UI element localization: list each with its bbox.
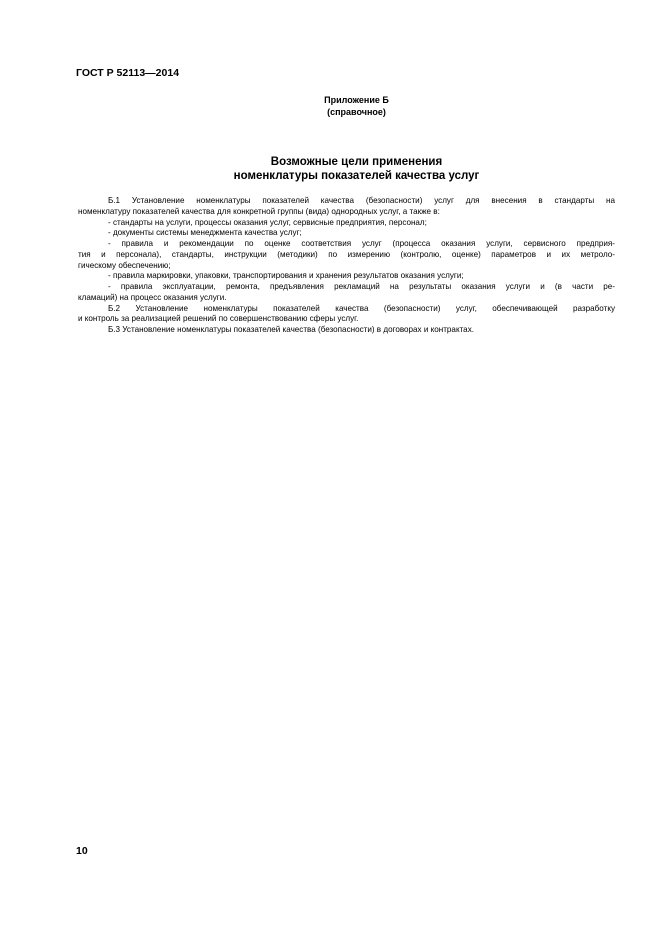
text-line: - документы системы менеджмента качества услуг; (108, 228, 302, 238)
appendix-label (26, 94, 661, 118)
text-line: номенклатуру показателей качества для конкретной группы (вида) однородных услуг, а также в: (78, 206, 440, 216)
text-line: тия и персонала), стандарты, инструкции (методики) по измерению (контролю, оценке) параметров и их метроло- (78, 249, 615, 259)
heading-line-2: номенклатуры показателей качества услуг (233, 170, 480, 182)
text-line: Б.3 Установление номенклатуры показателей качества (безопасности) в договорах и контрактах. (108, 325, 474, 334)
text-line: - правила маркировки, упаковки, транспортирования и хранения результатов оказания услуги; (108, 271, 464, 281)
text-line: - правила эксплуатации, ремонта, предъявления рекламаций на результаты оказания услуги и (в части ре- (108, 282, 615, 291)
heading-line-1: Возможные цели применения (270, 156, 443, 168)
appendix-subtitle: (справочное) (327, 107, 386, 117)
text-line: гическому обеспечению; (78, 260, 171, 270)
document-header: ГОСТ Р 52113—2014 (76, 67, 180, 79)
text-line: - стандарты на услуги, процессы оказания услуг, сервисные предприятия, персонал; (108, 217, 427, 227)
text-line: Б.2 Установление номенклатуры показателей качества (безопасности) услуг, обеспечивающей разработку (108, 303, 615, 313)
section-heading (26, 155, 661, 183)
text-line: - правила и рекомендации по оценке соответствия услуг (процесса оказания услуги, сервисного предприя- (108, 239, 615, 248)
body-text (78, 196, 615, 336)
appendix-title: Приложение Б (324, 95, 389, 105)
text-line: Б.1 Установление номенклатуры показателей качества (безопасности) услуг для внесения в стандарты на (108, 196, 615, 205)
text-line: и контроль за реализацией решений по совершенствованию сферы услуг. (78, 314, 359, 324)
text-line: кламаций) на процесс оказания услуги. (78, 292, 227, 302)
page-number: 10 (76, 845, 88, 857)
